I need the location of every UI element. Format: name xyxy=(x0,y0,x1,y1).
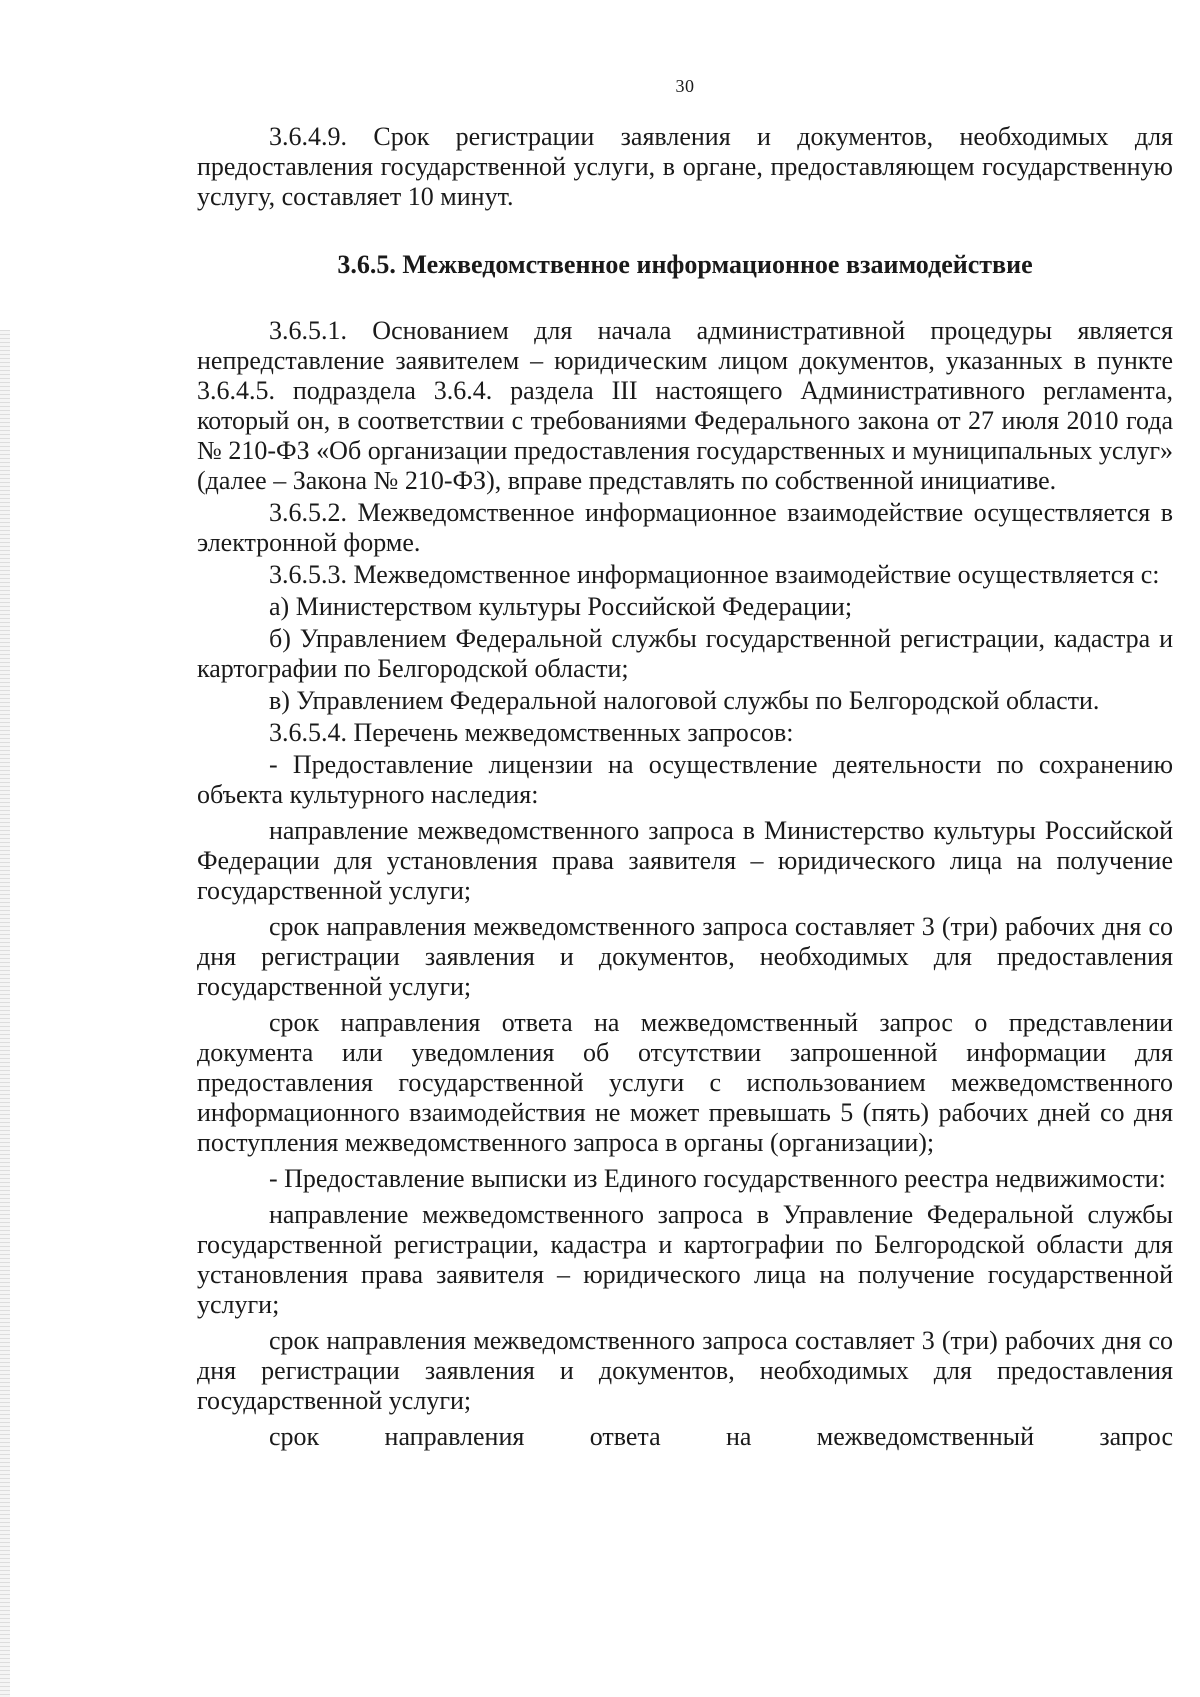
paragraph-term-answer-2: срок направления ответа на межведомственный запрос xyxy=(269,1422,1173,1451)
paragraph-license: - Предоставление лицензии на осуществление деятельности по сохранению объекта культурного наследия: xyxy=(197,750,1173,809)
paragraph-3-6-5-2: 3.6.5.2. Межведомственное информационное взаимодействие осуществляется в электронной форме. xyxy=(197,498,1173,557)
paragraph-extract: - Предоставление выписки из Единого государственного реестра недвижимости: xyxy=(269,1164,1166,1193)
paragraph-term-request-1: срок направления межведомственного запроса составляет 3 (три) рабочих дня со дня регистрации заявления и документов, необходимых для предоставления государственной услуги; xyxy=(197,912,1173,1001)
paragraph-3-6-4-9: 3.6.4.9. Срок регистрации заявления и документов, необходимых для предоставления государственной услуги, в органе, предоставляющем государственную услугу, составляет 10 минут. xyxy=(197,122,1173,211)
section-heading-3-6-5: 3.6.5. Межведомственное информационное взаимодействие xyxy=(337,250,1033,279)
paragraph-term-answer-1: срок направления ответа на межведомственный запрос о представлении документа или уведомления об отсутствии запрошенной информации для предоставления государственной услуги с использованием межведомственного информационного взаимодействия не может превышать 5 (пять) рабочих дней со дня поступления межведомственного запроса в органы (организации); xyxy=(197,1008,1173,1157)
scan-edge-artifact xyxy=(0,330,10,1697)
document-body xyxy=(197,122,1173,1452)
paragraph-term-request-2: срок направления межведомственного запроса составляет 3 (три) рабочих дня со дня регистрации заявления и документов, необходимых для предоставления государственной услуги; xyxy=(197,1326,1173,1415)
paragraph-request-rosreestr: направление межведомственного запроса в Управление Федеральной службы государственной регистрации, кадастра и картографии по Белгородской области для установления права заявителя – юридического лица на получение государственной услуги; xyxy=(197,1200,1173,1319)
list-item-a: а) Министерством культуры Российской Федерации; xyxy=(269,592,853,621)
paragraph-request-ministry: направление межведомственного запроса в Министерство культуры Российской Федерации для установления права заявителя – юридического лица на получение государственной услуги; xyxy=(197,816,1173,905)
paragraph-3-6-5-4: 3.6.5.4. Перечень межведомственных запросов: xyxy=(269,718,794,747)
list-item-v: в) Управлением Федеральной налоговой службы по Белгородской области. xyxy=(269,686,1100,715)
paragraph-3-6-5-1: 3.6.5.1. Основанием для начала административной процедуры является непредставление заявителем – юридическим лицом документов, указанных в пункте 3.6.4.5. подраздела 3.6.4. раздела III настоящего Административного регламента, который он, в соответствии с требованиями Федерального закона от 27 июля 2010 года № 210-ФЗ «Об организации предоставления государственных и муниципальных услуг» (далее – Закона № 210-ФЗ), вправе представлять по собственной инициативе. xyxy=(197,316,1173,495)
list-item-b: б) Управлением Федеральной службы государственной регистрации, кадастра и картографии по Белгородской области; xyxy=(197,624,1173,683)
page-number: 30 xyxy=(675,76,695,96)
paragraph-3-6-5-3: 3.6.5.3. Межведомственное информационное взаимодействие осуществляется с: xyxy=(269,560,1160,589)
